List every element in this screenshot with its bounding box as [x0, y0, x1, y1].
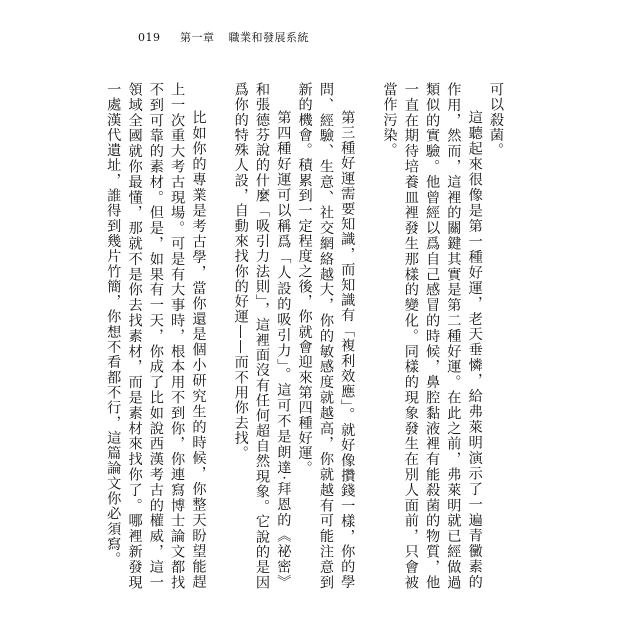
body-text [105, 82, 506, 590]
chapter-title: 職業和發展系統 [228, 31, 309, 44]
paragraph-2: 這聽起來很像是第一種好運，老天垂憐，給弗萊明演示了一遍青黴素的作用，然而，這裡的關鍵其實是第二種好運。在此之前，弗萊明就已經做過類似的實驗。他曾經以爲自己感冒的時候，鼻腔黏液裡有能殺菌的物質，他一直在期待培養皿裡發生那樣的變化。同樣的現象發生在別人面前，只會被當作污染。 [381, 82, 483, 590]
running-header [138, 31, 309, 45]
paragraph-4: 第四種好運可以稱爲「人設的吸引力」。這可不是朗達·拜恩的《祕密》和張德芬說的什麼「吸引力法則」，這裡面沒有任何超自然現象。它說的是因爲你的特殊人設，自動來找你的好運——而不用你去找。 [232, 82, 292, 590]
paragraph-1: 可以殺菌。 [488, 82, 504, 158]
paragraph-3: 第三種好運需要知識，而知識有「複利效應」。就好像攢錢一樣，你的學問、經驗、生意、社交網絡越大，你的敏感度就越高，你就越有可能注意到新的機會。積累到一定程度之後，你就會迎來第四種好運。 [296, 82, 356, 590]
chapter-label: 第一章 [180, 31, 215, 44]
page-number: 019 [138, 31, 161, 44]
paragraph-5: 比如你的專業是考古學，當你還是個小研究生的時候，你整天盼望能趕上一次重大考古現場。可是有大事時，根本用不到你，你連寫博士論文都找不到可靠的素材。但是，如果有一天，你成了比如說西漢考古的權威，這一領域全國就你最懂，那就不是你去找素材，而是素材來找你了。哪裡新發現一處漢代遺址，誰得到幾片竹簡，你想不看都不行，這篇論文你必須寫。 [105, 82, 207, 590]
